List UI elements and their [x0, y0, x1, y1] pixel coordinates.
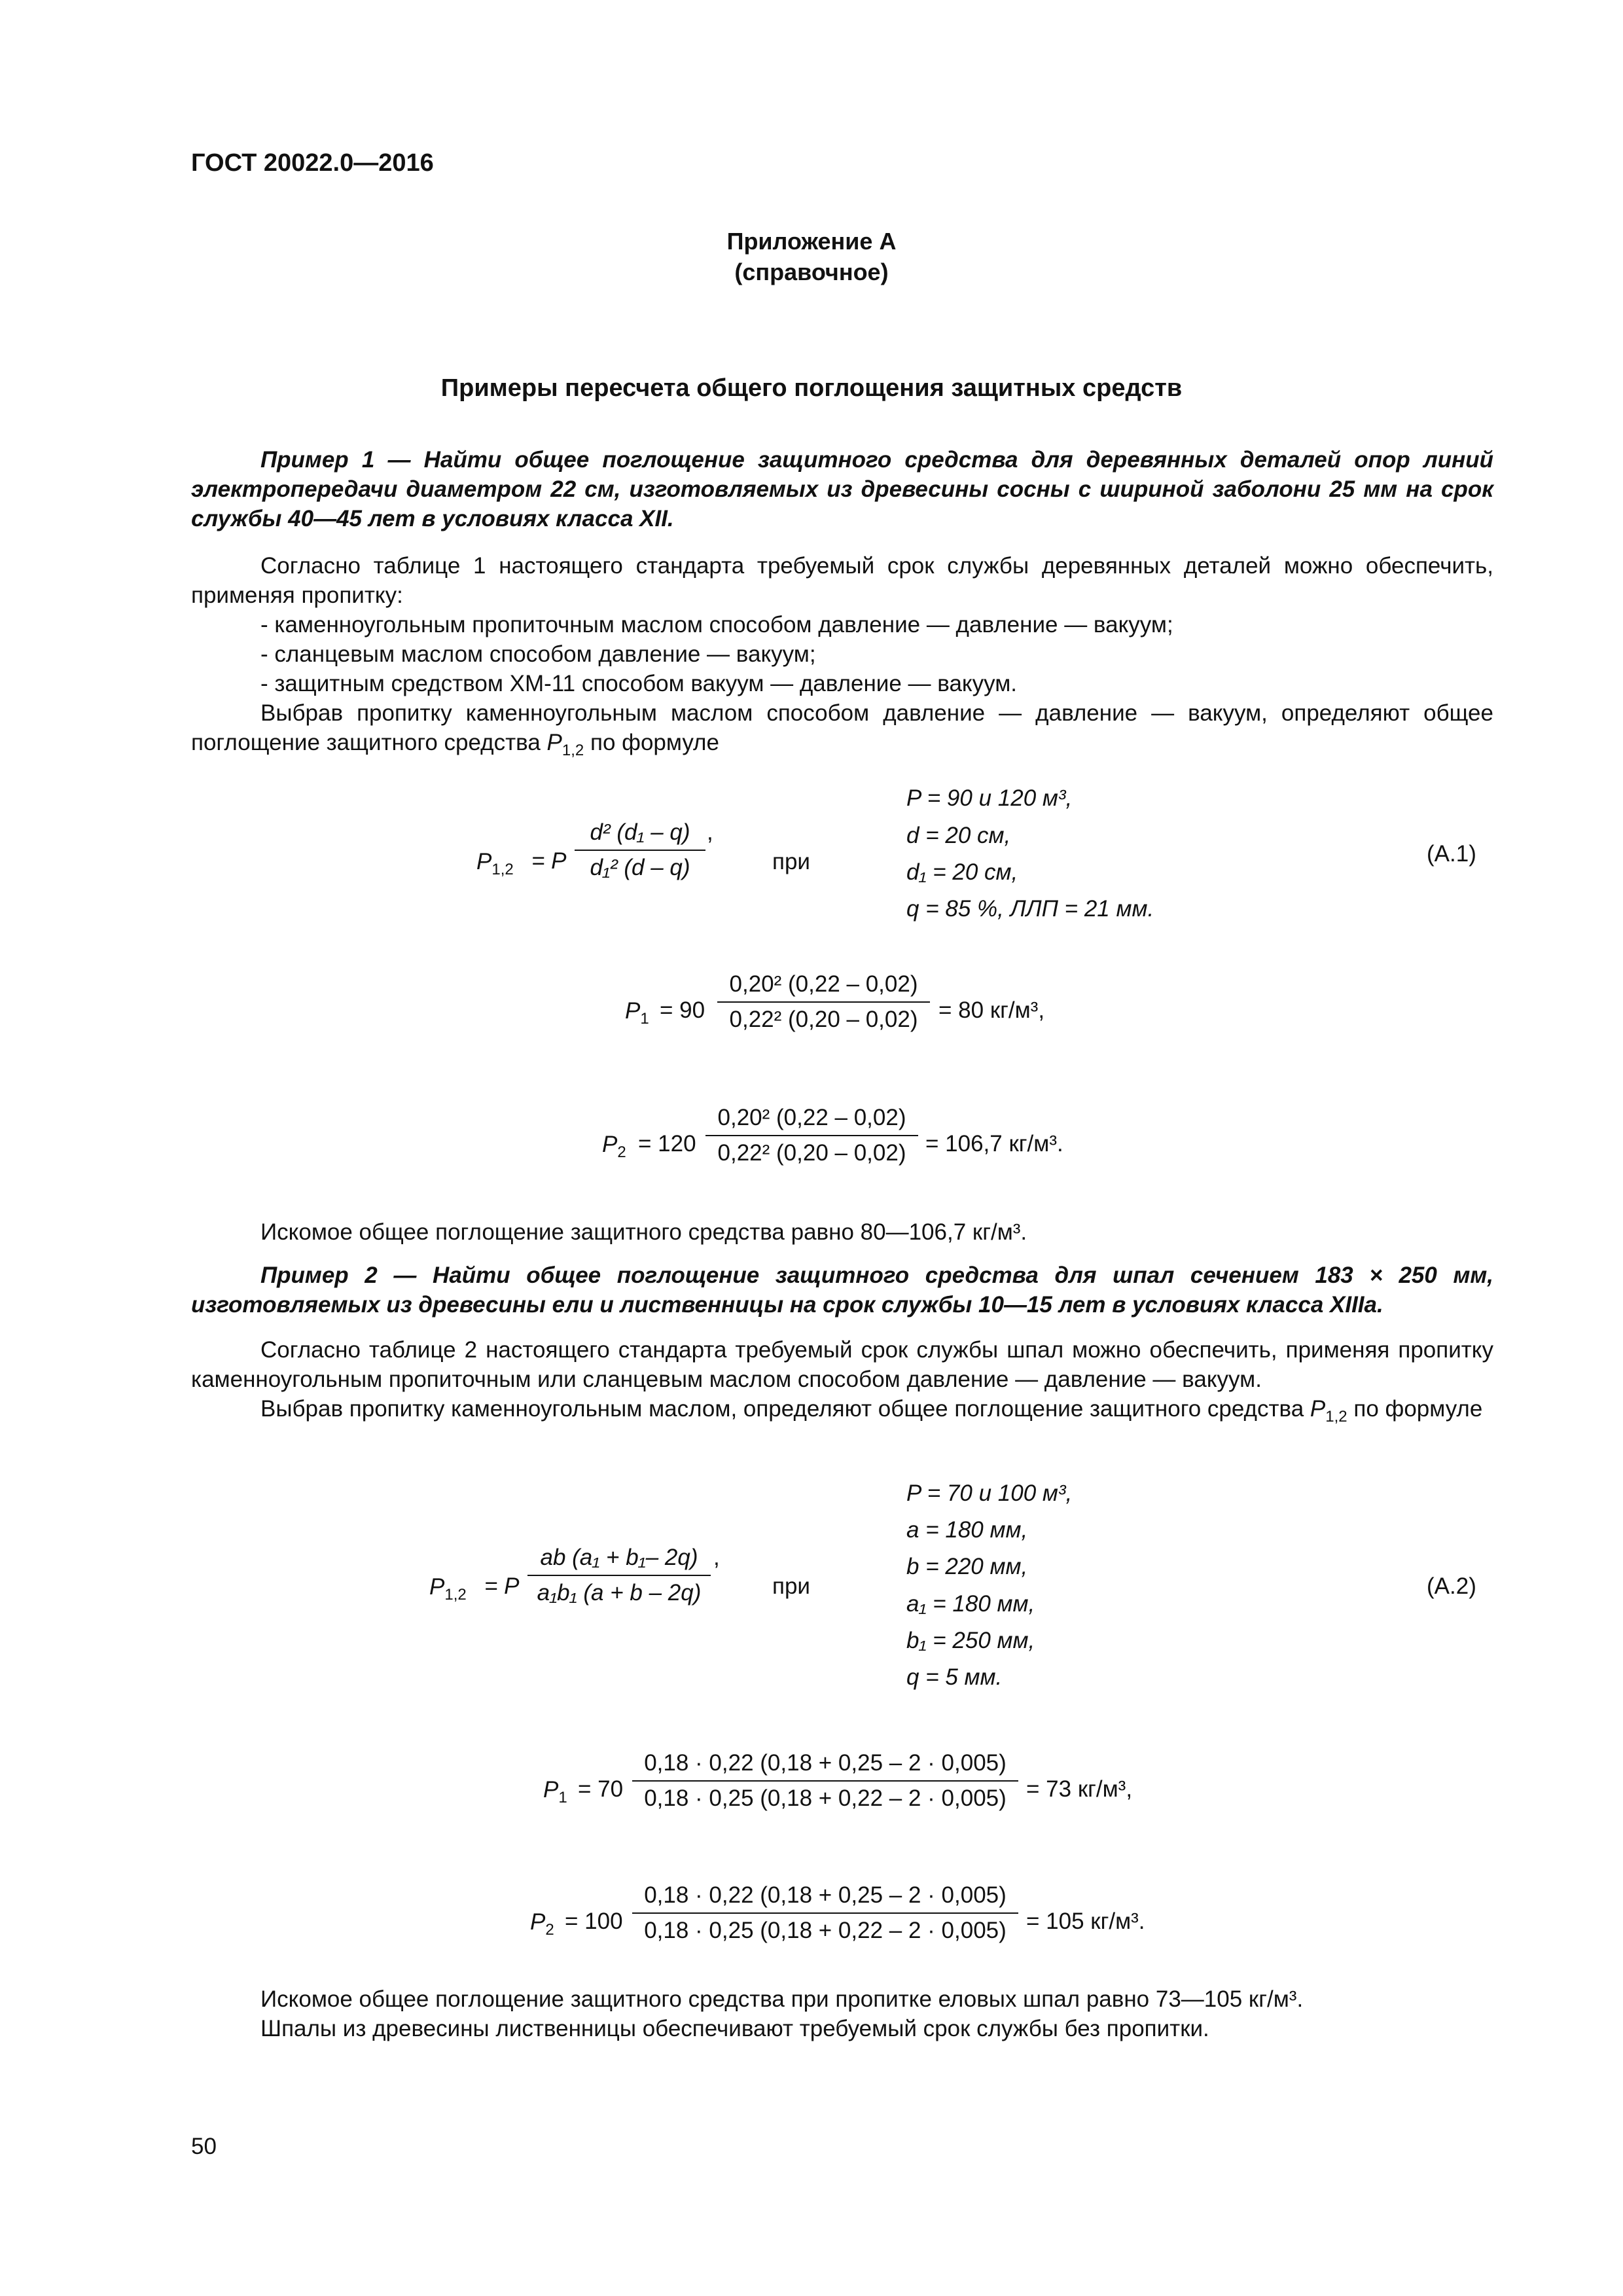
- ex2-calc2-denominator: 0,18 · 0,25 (0,18 + 0,22 – 2 · 0,005): [632, 1912, 1018, 1944]
- ex1-calc1-result: = 80 кг/м³,: [938, 997, 1045, 1023]
- formula-a1-lhs: $P_{1,2}$: [476, 849, 514, 878]
- ex1-calc2-numerator: 0,20² (0,22 – 0,02): [717, 1105, 906, 1130]
- ex2-calc1-coef: = 70: [578, 1776, 624, 1802]
- formula-a2-numerator: ab (a₁ + b₁– 2q): [540, 1545, 698, 1570]
- example2-conclusion-2: Шпалы из древесины лиственницы обеспечивают требуемый срок службы без пропитки.: [260, 2016, 1209, 2041]
- formula-a1-fraction: [575, 819, 705, 881]
- example2-heading: Пример 2 — Найти общее поглощение защитного средства для шпал сечением 183 × 250 мм, изготовляемых из древесины ели и лиственницы на срок службы 10—15 лет в условиях класса XIIIa.: [191, 1263, 1493, 1318]
- ex2-calc2-fraction: [632, 1882, 1018, 1944]
- example1-bullet-3: - защитным средством ХМ-11 способом вакуум — давление — вакуум.: [260, 671, 1018, 696]
- appendix-note: (справочное): [734, 259, 889, 285]
- ex1-calc2-denominator: 0,22² (0,20 – 0,02): [705, 1135, 918, 1166]
- formula-a1-numerator: d² (d₁ – q): [590, 819, 690, 845]
- example1-paragraph-2: [191, 698, 1493, 757]
- formula-a2-param-2: a = 180 мм,: [906, 1517, 1028, 1543]
- ex1-calc2-fraction: [705, 1105, 918, 1166]
- formula-a2-param-5: b₁ = 250 мм,: [906, 1628, 1035, 1653]
- gost-code: ГОСТ 20022.0—2016: [191, 149, 434, 177]
- ex1-calc2-lhs: $P_2$: [602, 1132, 626, 1161]
- formula-a2-param-3: b = 220 мм,: [906, 1554, 1028, 1579]
- ex2-calc2-result: = 105 кг/м³.: [1026, 1909, 1145, 1934]
- section-title: Примеры пересчета общего поглощения защитных средств: [440, 374, 1183, 402]
- ex2-calc2-lhs: $P_2$: [530, 1909, 554, 1939]
- example1-heading: Пример 1 — Найти общее поглощение защитного средства для деревянных деталей опор линий электропередачи диаметром 22 см, изготовляемых из древесины сосны с шириной заболони 25 мм на срок службы 40—45 лет в условиях класса XII.: [191, 447, 1493, 531]
- example1-paragraph-2-sub: 1,2: [562, 742, 584, 759]
- ex1-calc1-denominator: 0,22² (0,20 – 0,02): [717, 1001, 930, 1033]
- formula-a2-denominator: a₁b₁ (a + b – 2q): [527, 1575, 711, 1606]
- ex2-calc2-numerator: 0,18 · 0,22 (0,18 + 0,25 – 2 · 0,005): [644, 1882, 1007, 1908]
- formula-a2-pri: при: [772, 1573, 810, 1599]
- example1-bullet-1: - каменноугольным пропиточным маслом способом давление — давление — вакуум;: [260, 612, 1173, 637]
- formula-a2-comma: ,: [713, 1545, 720, 1570]
- ex1-calc1-fraction: [717, 971, 930, 1033]
- formula-a2-fraction: [527, 1545, 711, 1606]
- ex2-calc1-numerator: 0,18 · 0,22 (0,18 + 0,25 – 2 · 0,005): [644, 1750, 1007, 1776]
- example1-paragraph-2-text: Выбрав пропитку каменноугольным маслом способом давление — давление — вакуум, определяют общее поглощение защитного средства: [191, 700, 1493, 755]
- ex2-calc1-result: = 73 кг/м³,: [1026, 1776, 1133, 1802]
- ex1-calc1-coef: = 90: [660, 997, 705, 1023]
- formula-a2-number: (А.2): [1427, 1573, 1476, 1599]
- example1-paragraph-2-tail: по формуле: [590, 730, 719, 755]
- example2-paragraph-2-tail: по формуле: [1353, 1396, 1483, 1422]
- formula-a2-param-4: a₁ = 180 мм,: [906, 1591, 1035, 1617]
- example2-paragraph-2: [191, 1394, 1493, 1424]
- formula-a1-denominator: d₁² (d – q): [575, 850, 705, 881]
- formula-a1-comma: ,: [707, 819, 713, 845]
- ex1-calc1-lhs: $P_1$: [625, 998, 649, 1028]
- example1-bullet-2: - сланцевым маслом способом давление — вакуум;: [260, 641, 816, 667]
- ex2-calc1-fraction: [632, 1750, 1018, 1812]
- page-number: 50: [191, 2134, 217, 2159]
- formula-a1-param-2: d = 20 см,: [906, 823, 1011, 848]
- formula-a2-param-6: q = 5 мм.: [906, 1664, 1003, 1690]
- formula-a1-param-3: d₁ = 20 см,: [906, 859, 1018, 885]
- ex2-calc2-coef: = 100: [565, 1909, 623, 1934]
- ex1-calc2-coef: = 120: [638, 1131, 696, 1157]
- formula-a1-eq: = P: [531, 848, 567, 874]
- formula-a1-number: (А.1): [1427, 841, 1476, 867]
- appendix-title: Приложение А: [726, 228, 897, 255]
- formula-a1-param-4: q = 85 %, ЛЛП = 21 мм.: [906, 896, 1154, 922]
- formula-a1-pri: при: [772, 849, 810, 874]
- example1-paragraph-2-symbol: P: [546, 730, 562, 755]
- example2-paragraph-2-text: Выбрав пропитку каменноугольным маслом, определяют общее поглощение защитного средства: [260, 1396, 1304, 1422]
- example2-paragraph-2-sub: 1,2: [1325, 1408, 1347, 1426]
- example1-conclusion: Искомое общее поглощение защитного средства равно 80—106,7 кг/м³.: [260, 1219, 1027, 1245]
- ex1-calc2-result: = 106,7 кг/м³.: [925, 1131, 1063, 1157]
- ex2-calc1-lhs: $P_1$: [543, 1777, 567, 1806]
- example2-paragraph-2-symbol: P: [1310, 1396, 1326, 1422]
- ex2-calc1-denominator: 0,18 · 0,25 (0,18 + 0,22 – 2 · 0,005): [632, 1780, 1018, 1812]
- formula-a2-param-1: P = 70 и 100 м³,: [906, 1480, 1073, 1506]
- formula-a2-lhs: $P_{1,2}$: [429, 1574, 467, 1604]
- example1-paragraph: Согласно таблице 1 настоящего стандарта требуемый срок службы деревянных деталей можно обеспечить, применяя пропитку:: [191, 553, 1493, 608]
- ex1-calc1-numerator: 0,20² (0,22 – 0,02): [729, 971, 918, 997]
- formula-a2-eq: = P: [484, 1573, 520, 1599]
- example2-conclusion-1: Искомое общее поглощение защитного средства при пропитке еловых шпал равно 73—105 кг/м³.: [260, 1986, 1304, 2012]
- example2-paragraph: Согласно таблице 2 настоящего стандарта требуемый срок службы шпал можно обеспечить, применяя пропитку каменноугольным пропиточным или сланцевым маслом способом давление — давление — вакуум.: [191, 1337, 1493, 1392]
- formula-a1-param-1: P = 90 и 120 м³,: [906, 785, 1073, 811]
